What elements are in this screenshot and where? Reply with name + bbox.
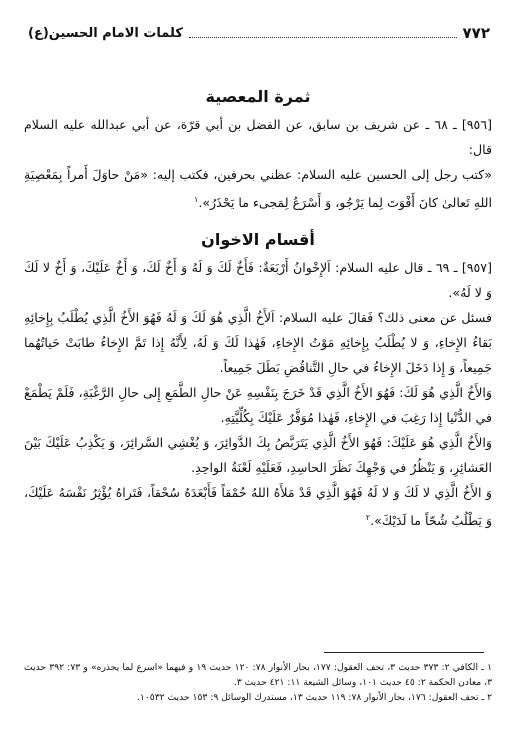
- footnote-separator: [324, 652, 484, 653]
- hadith-957-explanation: فسئل عن معنى ذلك؟ فَقالَ عليه السلام: اَلأَخُ الَّذِي هُوَ لَكَ وَ لَهُ فَهُوَ الأَخُ الَّذِي يُطْلَبُ بِإِخائِهِ بَقاءُ الإِخاءِ، وَ لا يُطْلَبُ بِإِخائِهِ مَوْتُ الإِخاءِ، فَهٰذا لَكَ وَ لَهُ، لِأَنَّهُ إِذا تَمَّ الإِخاءُ طابَتْ حَياتُهُما جَمِيعاً، وَ إِذا دَخَلَ الإِخاءُ في حالِ التَّناقُضِ بَطَلَ جَمِيعاً.: [24, 310, 492, 376]
- footnotes: [24, 660, 492, 705]
- page-number: ٧٧٢: [462, 24, 490, 42]
- book-title: كلمات الامام الحسين(ع): [28, 25, 183, 41]
- hadith-956-text: [24, 162, 492, 215]
- footnote-ref-1[interactable]: ١: [194, 195, 199, 204]
- footnote-2: ٢ ـ تحف العقول: ١٧٦، بحار الأنوار ٧٨: ١١٩ حديث ١٣، مستدرك الوسائل ٩: ١٥٣ حديث ١٠٥٣٢.: [136, 692, 492, 703]
- footnote-1: ١ ـ الكافي ٢: ٣٧٣ حديث ٣، تحف العقول: ١٧٧، بحار الأنوار ٧٨: ١٢٠ حديث ١٩ و فيهما «اسرع لما يحذره» و ٧٣: ٣٩٢ حديث ٣، معادن الحكمة ٢: ٤٥ حديث ١٠١، وسائل الشيعة ١١: ٤٢١ حديث ٣.: [24, 662, 492, 688]
- section-title-types-of-brothers: أقسام الاخوان: [201, 230, 315, 250]
- hadith-957-brother-for-you: وَالأَخُ الَّذِي هُوَ لَكَ: فَهُوَ الأَخُ الَّذِي قَدْ خَرَجَ بِنَفْسِهِ عَنْ حالِ الطَّمَعِ إِلى حالِ الرَّغْبَةِ، فَلَمْ يَطْمَعْ في الدُّنْيا إِذا رَغِبَ في الإِخاءِ، فَهٰذا مُوَفَّرٌ عَلَيْكَ بِكُلِّيَّتِهِ.: [24, 385, 492, 426]
- hadith-957-brother-neither: [24, 480, 492, 533]
- hadith-956-chain: [٩٥٦] ـ ٦٨ ـ عن شريف بن سابق، عن الفضل بن أبي قرّة، عن أبي عبدالله عليه السلام قال:: [24, 117, 493, 157]
- hadith-957-brother-against-you: وَالأَخُ الَّذِي هُوَ عَلَيْكَ: فَهُوَ الأَخُ الَّذِي يَتَرَبَّصُ بِكَ الدَّوائِرَ، وَ يُغْشِي السَّرائِرَ، وَ يَكْذِبُ عَلَيْكَ بَيْنَ العَشائِرِ، وَ يَنْظُرُ في وَجْهِكَ نَظَرَ الحاسِدِ، فَعَلَيْهِ لَعْنَةُ الواحِدِ.: [24, 435, 492, 476]
- section-title-fruit-of-sin: ثمرة المعصية: [205, 87, 311, 106]
- hadith-957-neither-body: وَ الأَخُ الَّذِي لا لَكَ وَ لا لَهُ فَهُوَ الَّذِي قَدْ مَلأَهُ اللهُ حُمْقاً فَأَبْعَدَهُ سُحْقاً، فَتَراهُ يُؤْثِرُ نَفْسَهُ عَلَيْكَ، وَ يَطْلُبُ شُحّاً ما لَدَيْكَ».: [24, 485, 492, 529]
- hadith-956-body: «كتب رجل إلى الحسين عليه السلام: عظني بحرفين، فكتب إليه: «مَنْ حاوَلَ أَمراً بِمَعْصِيَةِ اللهِ تَعالىٰ كانَ أَفْوَتَ لِما يَرْجُو، وَ أَسْرَعُ لِمَجىء ما يَحْذَرُ».: [24, 167, 492, 211]
- header-dotted-line: [189, 29, 457, 38]
- page-body: [24, 84, 492, 533]
- hadith-957-intro: [٩٥٧] ـ ٦٩ ـ قال عليه السلام: اَلإِخْوانُ أَرْبَعَةٌ: فَأَخٌ لَكَ وَ لَهُ وَ أَخٌ لَكَ، وَ أَخٌ عَلَيْكَ، وَ أَخٌ لا لَكَ وَ لا لَهُ».: [24, 260, 492, 301]
- footnote-ref-2[interactable]: ٢: [365, 513, 371, 523]
- page-header: [28, 22, 490, 44]
